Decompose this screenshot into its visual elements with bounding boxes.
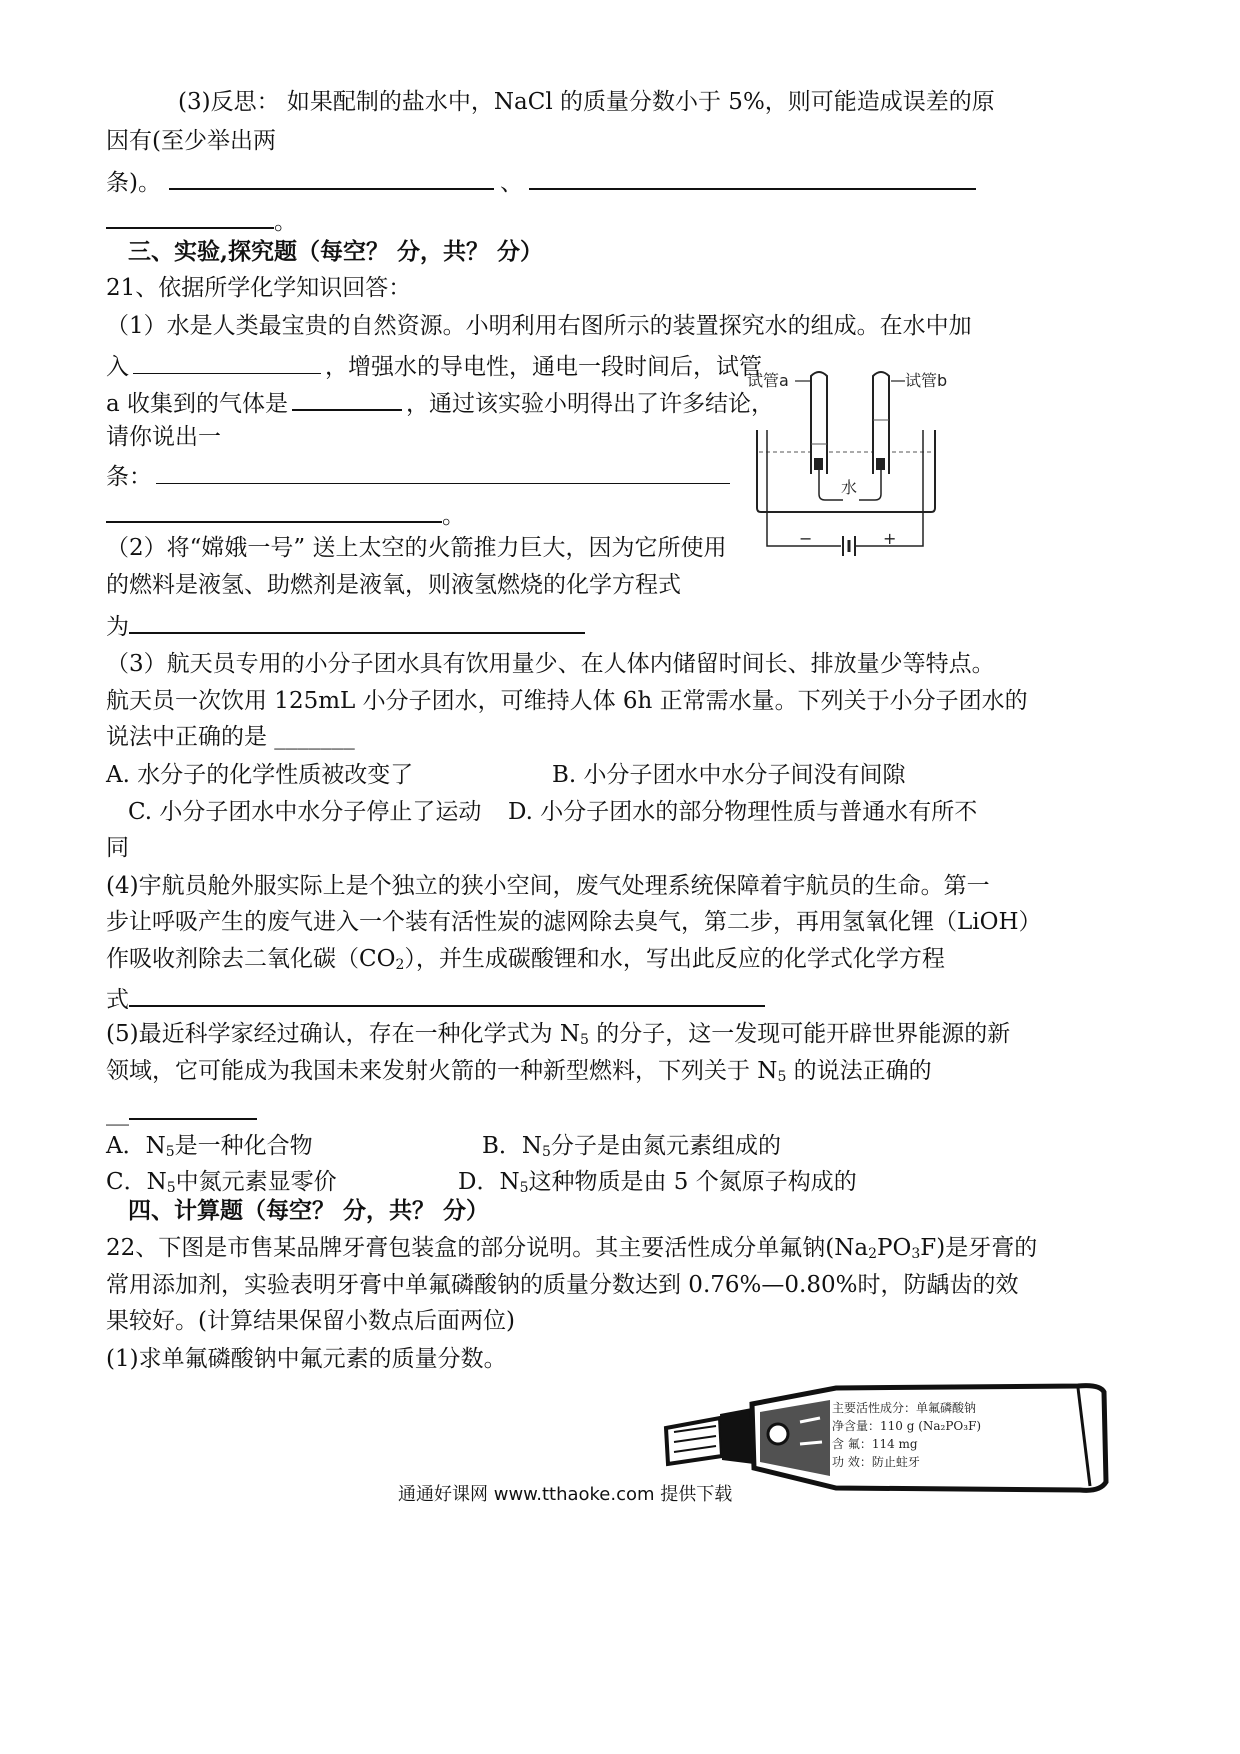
- q21-5-text: 领域，它可能成为我国未来发射火箭的一种新型燃料，下列关于 N: [106, 1058, 778, 1084]
- q21-5-line1: [106, 1018, 1010, 1056]
- q22-sub: 2: [868, 1246, 877, 1262]
- label-line-1: 主要活性成分：单氟磷酸钠: [832, 1401, 977, 1415]
- q20-3-line4: [106, 203, 297, 238]
- q20-3-line1: (3)反思： 如果配制的盐水中，NaCl 的质量分数小于 5%，则可能造成误差的原: [178, 89, 995, 115]
- q21-3-option-a: A. 水分子的化学性质被改变了: [106, 762, 414, 788]
- q21-5-opt-text: B．N: [482, 1133, 543, 1159]
- tube-b-label: 试管b: [905, 371, 948, 390]
- q21-5-text: __: [106, 1100, 129, 1126]
- q21-5-sub: 5: [165, 1144, 175, 1160]
- q21-5-sub: 5: [777, 1069, 787, 1085]
- answer-blank-2[interactable]: [529, 164, 976, 190]
- q21-5-sub: 5: [542, 1144, 551, 1160]
- q21-4-line3: [106, 943, 945, 981]
- q21-5-sub: 5: [519, 1180, 529, 1196]
- plus-label: +: [883, 529, 897, 548]
- q21-4-text: ），并生成碳酸锂和水，写出此反应的化学式化学方程: [404, 946, 945, 972]
- q21-1-end: 。: [442, 503, 465, 529]
- q22-text: 22、下图是市售某品牌牙膏包装盒的部分说明。其主要活性成分单氟钠(Na: [106, 1235, 869, 1261]
- q21-3-line1: （3）航天员专用的小分子团水具有饮用量少、在人体内储留时间长、排放量少等特点。: [106, 651, 995, 677]
- q22-text: F)是牙膏的: [920, 1235, 1038, 1261]
- q21-5-line3: [106, 1094, 257, 1129]
- q21-1-line6: [106, 497, 465, 532]
- label-line-2: 净含量：110 g (Na₂PO₃F): [832, 1419, 982, 1433]
- q21-5-option-b: [482, 1130, 781, 1168]
- q21-5-option-a: [106, 1130, 313, 1168]
- q21-3-line2: 航天员一次饮用 125mL 小分子团水，可维持人体 6h 正常需水量。下列关于小分子团水的: [106, 688, 1028, 714]
- tube-neck: [720, 1408, 754, 1464]
- q21-5-sub: 5: [580, 1032, 589, 1048]
- tube-a-label: 试管a: [747, 371, 789, 390]
- q21-1-line4: 请你说出一: [106, 424, 221, 450]
- answer-blank-1[interactable]: [169, 164, 494, 190]
- q21-5-line2: [106, 1055, 932, 1093]
- q21-2-text: 为: [106, 614, 129, 640]
- label-line-3: 含 氟：114 mg: [832, 1437, 918, 1451]
- q22-line2: 常用添加剂，实验表明牙膏中单氟磷酸钠的质量分数达到 0.76%—0.80%时，防龋齿的效: [106, 1272, 1019, 1298]
- q22-text: PO: [877, 1235, 912, 1261]
- q21-4-text: 作吸收剂除去二氧化碳（CO: [106, 946, 396, 972]
- q20-3-sep: 、: [499, 170, 523, 196]
- label-line-4: 功 效：防止蛀牙: [832, 1455, 920, 1469]
- q21-1-text: ，通过该实验小明得出了许多结论，: [406, 391, 775, 417]
- q21-4-line2: 步让呼吸产生的废气进入一个装有活性炭的滤网除去臭气，第二步，再用氢氧化锂（LiOH）: [106, 909, 1042, 935]
- q21-5-opt-text: 中氮元素显零价: [175, 1169, 337, 1195]
- q21-3-option-d: D. 小分子团水的部分物理性质与普通水有所不: [508, 799, 978, 825]
- q22-line1: [106, 1232, 1037, 1270]
- electrode-b: [876, 458, 885, 470]
- q21-5-text: (5)最近科学家经过确认，存在一种化学式为 N: [106, 1021, 581, 1047]
- q20-3-prefix: 条)。: [106, 170, 161, 196]
- q21-5-opt-text: A．N: [106, 1133, 166, 1159]
- q21-1-text: a 收集到的气体是: [106, 391, 289, 417]
- q20-3-line3: [106, 164, 976, 199]
- q22-line4: (1)求单氟磷酸钠中氟元素的质量分数。: [106, 1346, 507, 1372]
- q21-1-text: 入: [106, 354, 129, 380]
- q21-3-option-c: C. 小分子团水中水分子停止了运动: [128, 799, 482, 825]
- q21-3-line3: 说法中正确的是 _______: [106, 724, 355, 750]
- answer-blank-conclusion[interactable]: [156, 459, 730, 484]
- answer-blank-gas-a[interactable]: [292, 385, 402, 411]
- electrolysis-apparatus-figure: [745, 360, 965, 560]
- q20-3-end: 。: [274, 209, 297, 235]
- q21-4-sub: 2: [395, 957, 405, 973]
- q21-5-text: 的说法正确的: [786, 1058, 932, 1084]
- answer-blank-conclusion-2[interactable]: [106, 497, 442, 523]
- answer-blank-equation-h2[interactable]: [129, 608, 585, 634]
- q21-1-text: ，增强水的导电性，通电一段时间后，试管: [325, 354, 762, 380]
- electrode-a: [814, 458, 823, 470]
- page-footer: 通通好课网 www.tthaoke.com 提供下载: [398, 1484, 733, 1505]
- q21-5-opt-text: C．N: [106, 1169, 167, 1195]
- q21-4-line1: (4)宇航员舱外服实际上是个独立的狭小空间，废气处理系统保障着宇航员的生命。第一: [106, 873, 990, 899]
- q21-intro: 21、依据所学化学知识回答：: [106, 275, 412, 301]
- q22-line3: 果较好。(计算结果保留小数点后面两位): [106, 1308, 515, 1334]
- q21-3-option-d-cont: 同: [106, 835, 129, 861]
- q21-1-line2: [106, 349, 762, 383]
- q21-4-text: 式: [106, 987, 129, 1013]
- q21-5-opt-text: D．N: [458, 1169, 520, 1195]
- answer-blank-equation-co2[interactable]: [129, 981, 765, 1007]
- q21-1-line5: [106, 459, 730, 493]
- water-label: 水: [841, 478, 858, 497]
- section-3-title: 三、实验,探究题（每空？ 分，共？ 分）: [128, 238, 544, 265]
- q21-4-line4: [106, 981, 765, 1016]
- q20-3-line2: 因有(至少举出两: [106, 128, 276, 154]
- q21-1-line1: （1）水是人类最宝贵的自然资源。小明利用右图所示的装置探究水的组成。在水中加: [106, 313, 972, 339]
- q22-sub: 3: [911, 1246, 921, 1262]
- q21-5-sub: 5: [166, 1180, 176, 1196]
- section-4-title: 四、计算题（每空？ 分，共？ 分）: [128, 1197, 490, 1224]
- q21-1-text: 条：: [106, 464, 152, 490]
- answer-blank-electrolyte[interactable]: [133, 349, 321, 374]
- q21-2-line3: [106, 608, 585, 643]
- q21-5-option-d: [458, 1166, 857, 1204]
- answer-blank-n5[interactable]: [129, 1094, 257, 1120]
- q21-5-text: 的分子，这一发现可能开辟世界能源的新: [588, 1021, 1011, 1047]
- minus-label: −: [799, 529, 813, 548]
- q21-1-line3: [106, 385, 774, 420]
- q21-5-opt-text: 分子是由氮元素组成的: [550, 1133, 781, 1159]
- q21-5-opt-text: 是一种化合物: [174, 1133, 313, 1159]
- q21-3-option-b: B. 小分子团水中水分子间没有间隙: [552, 762, 906, 788]
- answer-blank-3[interactable]: [106, 203, 274, 229]
- q21-2-line1: （2）将“嫦娥一号” 送上太空的火箭推力巨大，因为它所使用: [106, 535, 727, 561]
- q21-2-line2: 的燃料是液氢、助燃剂是液氧，则液氢燃烧的化学方程式: [106, 572, 681, 598]
- q21-5-opt-text: 这种物质是由 5 个氮原子构成的: [528, 1169, 857, 1195]
